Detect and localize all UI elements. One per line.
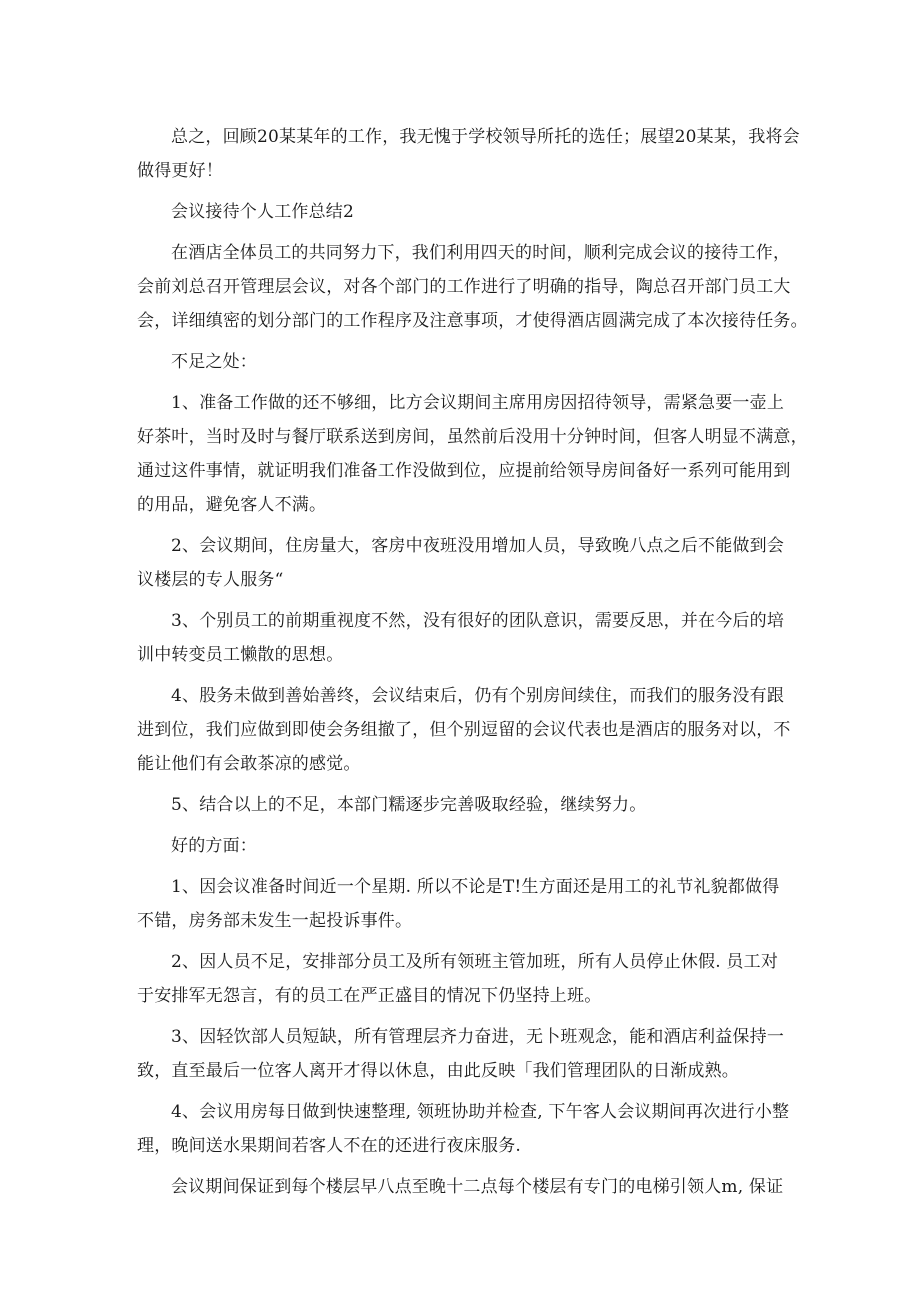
text-line: 4、会议用房每日做到快速整理, 领班协助并检查, 下午客人会议期间再次进行小整	[171, 1102, 790, 1122]
text-line: 会，详细缜密的划分部门的工作程序及注意事项，才使得酒店圆满完成了本次接待任务。	[137, 311, 808, 331]
text-line: 3、因轻饮部人员短缺，所有管理层齐力奋进，无卜班观念，能和酒店利益保持一	[171, 1027, 785, 1047]
text-line: 好的方面：	[171, 836, 257, 856]
text-line: 5、结合以上的不足，本部门糯逐步完善吸取经验，继续努力。	[171, 795, 647, 815]
paragraph	[137, 604, 785, 672]
paragraph	[137, 1020, 785, 1088]
text-line: 能让他们有会敢茶凉的感觉。	[137, 754, 361, 774]
text-line: 4、股务未做到善始善终，会议结束后，仍有个别房间续住，而我们的服务没有跟	[171, 686, 785, 706]
text-line: 不错，房务部未发生一起投诉事件。	[137, 911, 413, 931]
text-line: 会前刘总召开管理层会议，对各个部门的工作进行了明确的指导，陶总召开部门员工大	[137, 277, 791, 297]
text-line: 1、准备工作做的还不够细，比方会议期间主席用房因招待领导，需紧急要一壶上	[171, 393, 785, 413]
paragraph	[137, 945, 780, 1013]
text-line: 致，直至最后一位客人离开才得以休息，由此反映「我们管理团队的日渐成熟。	[137, 1061, 739, 1081]
text-line: 不足之处：	[171, 352, 257, 372]
text-line: 2、因人员不足，安排部分员工及所有领班主管加班，所有人员停止休假. 员工对	[171, 952, 779, 972]
text-line: 于安排军无怨言，有的员工在严正盛目的情况下仍坚持上班。	[137, 986, 602, 1006]
text-line: 进到位，我们应做到即使会务组撤了，但个别逗留的会议代表也是酒店的服务对以，不	[137, 720, 791, 740]
text-line: 会议期间保证到每个楼层早八点至晚十二点每个楼层有专门的电梯引领人m, 保证	[171, 1177, 784, 1197]
document-body	[137, 120, 808, 1204]
text-line: 训中转变员工懒散的思想。	[137, 645, 344, 665]
paragraph	[137, 1170, 784, 1204]
paragraph	[137, 679, 791, 781]
text-line: 在酒店全体员工的共同努力下，我们利用四天的时间，顺利完成会议的接待工作，	[171, 243, 791, 263]
text-line: 理，晚间送水果期间若客人不在的还进行夜床服务.	[137, 1136, 522, 1156]
paragraph	[137, 120, 800, 188]
paragraph	[137, 529, 785, 597]
text-line: 好茶叶，当时及时与餐厅联系送到房间，虽然前后没用十分钟时间，但客人明显不满意，	[137, 427, 808, 447]
text-line: 2、会议期间，住房量大，客房中夜班没用增加人员，导致晚八点之后不能做到会	[171, 536, 785, 556]
text-line: 议楼层的专人服务“	[137, 570, 284, 590]
text-line: 总之，回顾20某某年的工作，我无愧于学校领导所托的选任；展望20某某，我将会	[171, 127, 800, 147]
text-line: 会议接待个人工作总结2	[171, 202, 355, 222]
document-page	[137, 120, 808, 1204]
paragraph	[137, 870, 780, 938]
paragraph	[137, 1095, 790, 1163]
paragraph	[137, 195, 780, 229]
paragraph	[137, 386, 808, 522]
text-line: 做得更好！	[137, 161, 223, 181]
paragraph	[137, 788, 780, 822]
paragraph	[137, 236, 808, 338]
paragraph	[137, 345, 780, 379]
paragraph	[137, 829, 780, 863]
text-line: 通过这件事情，就证明我们准备工作没做到位，应提前给领导房间备好一系列可能用到	[137, 461, 791, 481]
text-line: 3、个别员工的前期重视度不然，没有很好的团队意识，需要反思，并在今后的培	[171, 611, 785, 631]
text-line: 1、因会议准备时间近一个星期. 所以不论是T!生方面还是用工的礼节礼貌都做得	[171, 877, 780, 897]
text-line: 的用品，避免客人不满。	[137, 495, 327, 515]
